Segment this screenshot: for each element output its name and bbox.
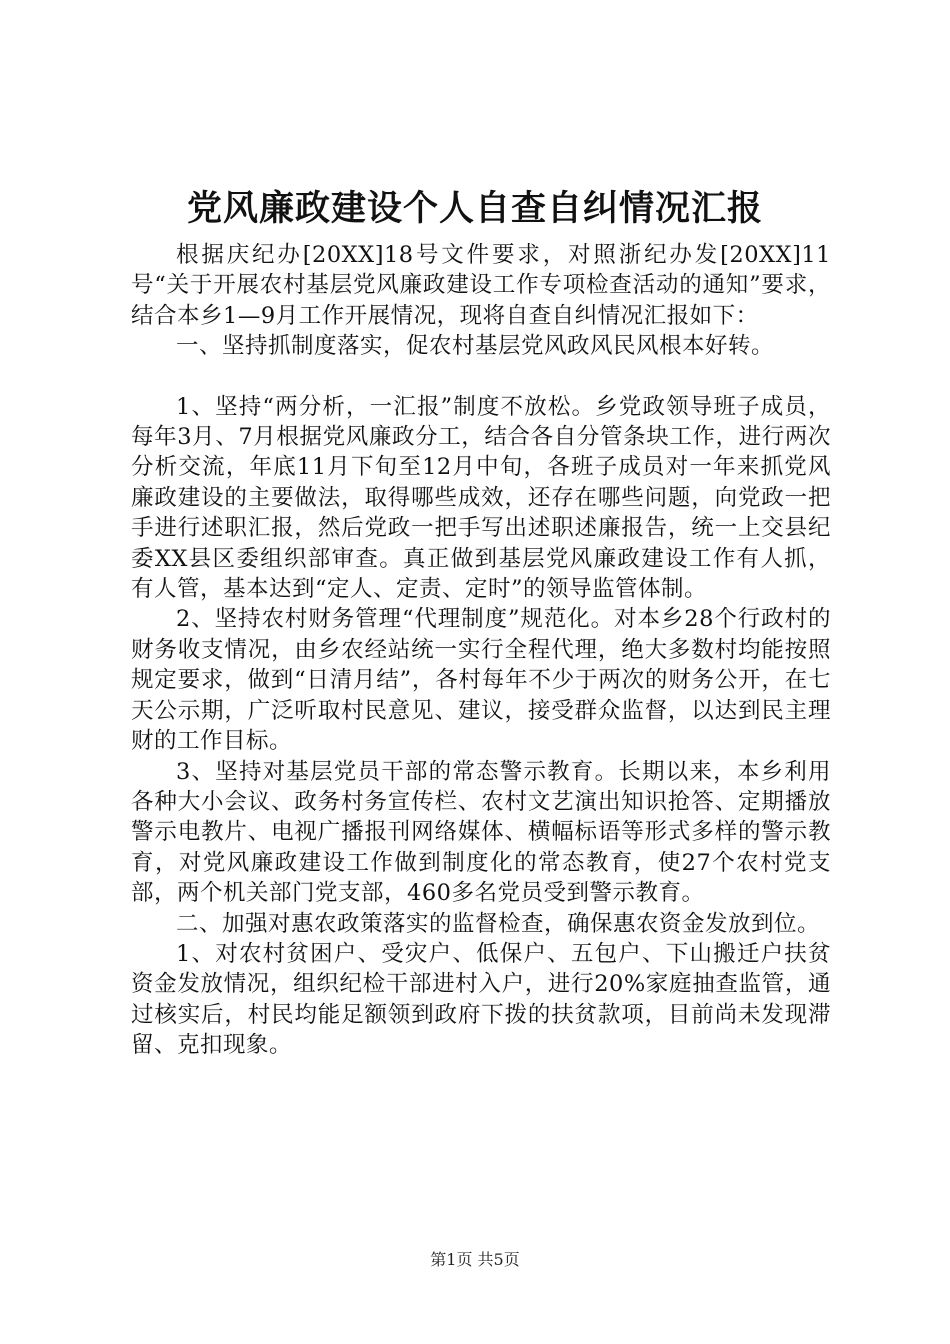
paragraph-1-2: 2、坚持农村财务管理“代理制度”规范化。对本乡28个行政村的财务收支情况，由乡农经站统一实行全程代理，绝大多数村均能按照规定要求，做到“日清月结”，各村每年不少于两次的财务公开，在七天公示期，广泛听取村民意见、建议，接受群众监督，以达到民主理财的工作目标。 [131, 606, 831, 755]
paragraph-1-3: 3、坚持对基层党员干部的常态警示教育。长期以来，本乡利用各种大小会议、政务村务宣传栏、农村文艺演出知识抢答、定期播放警示电教片、电视广播报刊网络媒体、横幅标语等形式多样的警示教育，对党风廉政建设工作做到制度化的常态教育，使27个农村党支部，两个机关部门党支部，460多名党员受到警示教育。 [131, 758, 831, 907]
paragraph-1-1: 1、坚持“两分析，一汇报”制度不放松。乡党政领导班子成员，每年3月、7月根据党风廉政分工，结合各自分管条块工作，进行两次分析交流，年底11月下旬至12月中旬，各班子成员对一年来抓党风廉政建设的主要做法，取得哪些成效，还存在哪些问题，向党政一把手进行述职汇报，然后党政一把手写出述职述廉报告，统一上交县纪委XX县区委组织部审查。真正做到基层党风廉政建设工作有人抓，有人管，基本达到“定人、定责、定时”的领导监管体制。 [131, 393, 831, 603]
page-number-footer: 第1页 共5页 [430, 1250, 520, 1269]
page-title: 党风廉政建设个人自查自纠情况汇报 [186, 188, 763, 229]
paragraph-spacer [131, 362, 831, 392]
document-body [131, 240, 831, 1061]
section-heading-2: 二、加强对惠农政策落实的监督检查，确保惠农资金发放到位。 [176, 910, 821, 937]
section-heading-1: 一、坚持抓制度落实，促农村基层党风政风民风根本好转。 [176, 333, 775, 360]
intro-paragraph: 根据庆纪办[20XX]18号文件要求，对照浙纪办发[20XX]11号“关于开展农村基层党风廉政建设工作专项检查活动的通知”要求，结合本乡1—9月工作开展情况，现将自查自纠情况汇报如下： [131, 242, 831, 329]
paragraph-2-1: 1、对农村贫困户、受灾户、低保户、五包户、下山搬迁户扶贫资金发放情况，组织纪检干部进村入户，进行20%家庭抽查监管，通过核实后，村民均能足额领到政府下拨的扶贫款项，目前尚未发现滞留、克扣现象。 [131, 940, 831, 1059]
